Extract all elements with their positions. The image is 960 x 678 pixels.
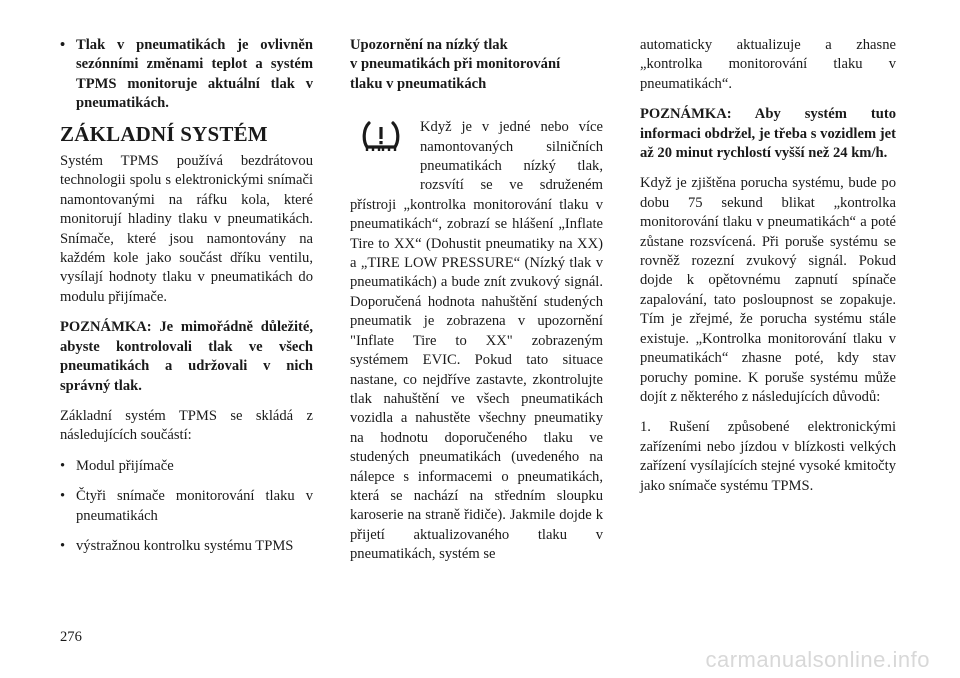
bullet-dot: • (60, 37, 66, 53)
bullet-text: Tlak v pneumatikách je ovlivněn sezónními změnami teplot a systém TPMS monitoruje aktuální tlak v pneumatikách. (76, 37, 313, 112)
paragraph-text: Když je v jedné nebo více namontovaných silničních pneumatikách nízký tlak, rozsvítí se ve sdruženém přístroji „kontrolka monitorování tlaku v pneumatikách“, zobrazí se hlášení „Inflate Tire to XX“ (Dohustit pneumatiky na XX) a „TIRE LOW PRESSURE“ (Nízký tlak v pneumatikách) a bude znít zvukový signál. Doporučená hodnota nahuštění studených pneumatik je zobrazena v upozornění "Inflate Tire to XX" zobrazeným systémem EVIC. Pokud tato situace nastane, co nejdříve zastavte, zkontrolujte tlak nahuštění ve všech pneumatikách vozidla a nahustěte všechny pneumatiky na hodnotu doporučeného tlaku ve studených pneumatikách (uvedeného na nálepce s informacemi o pneumatikách, která se nachází na středním sloupku karoserie na straně řidiče). Jakmile dojde k přijetí aktualizovaného tlaku v pneumatikách, systém se (350, 119, 603, 563)
bullet-dot: • (60, 488, 66, 505)
bullet-dot: • (60, 537, 66, 554)
column-right (640, 36, 896, 507)
list-item-text: výstražnou kontrolku systému TPMS (76, 537, 294, 554)
paragraph: Když je zjištěna porucha systému, bude po dobu 75 sekund blikat „kontrolka monitorování tlaku v pneumatikách“ a poté zůstane rozsvícená. Při poruše systému se rovněž rozezní zvukový signál. Pokud dojde k opětovnému zapnutí spínače zapalování, tato posloupnost se zopakuje. Tím je zřejmé, že porucha systému stále existuje. „Kontrolka monitorování tlaku v pneumatikách“ zhasne poté, kdy stav poruchy pomine. K poruše systému může dojít z některého z následujících důvodů: (640, 175, 896, 405)
bullet-dot: • (60, 457, 66, 474)
paragraph: automaticky aktualizuje a zhasne „kontrolka monitorování tlaku v pneumatikách“. (640, 37, 896, 92)
heading-line: v pneumatikách při monitorování (350, 56, 561, 73)
page-number: 276 (60, 629, 82, 645)
list-item-text: Modul přijímače (76, 457, 174, 474)
list-item (60, 537, 313, 556)
section-heading: ZÁKLADNÍ SYSTÉM (60, 121, 268, 146)
subsection-heading (350, 36, 603, 94)
paragraph (350, 118, 603, 564)
bullet-item (60, 36, 313, 114)
note-paragraph: POZNÁMKA: Aby systém tuto informaci obdržel, je třeba s vozidlem jet až 20 minut rychlostí vyšší než 24 km/h. (640, 106, 896, 162)
list-item-text: Čtyři snímače monitorování tlaku v pneumatikách (76, 488, 313, 524)
watermark: carmanualsonline.info (705, 647, 930, 672)
paragraph: 1. Rušení způsobené elektronickými zařízeními nebo jízdou v blízkosti velkých zařízení vysílajících stejné vysoké kmitočty jako snímače systému TPMS. (640, 419, 896, 494)
column-left (60, 36, 313, 567)
tire-pressure-warning-icon (350, 120, 412, 178)
paragraph: Základní systém TPMS se skládá z následujících součástí: (60, 407, 313, 444)
list-item (60, 487, 313, 526)
heading-line: tlaku v pneumatikách (350, 75, 487, 92)
column-middle (350, 36, 603, 576)
paragraph: Systém TPMS používá bezdrátovou technologii spolu s elektronickými snímači namontovanými na ráfku kola, které monitorují hladiny tlaku v pneumatikách. Snímače, které jsou namontovány na každém kole jako součást dříku ventilu, vysílají hodnoty tlaku v pneumatikách do modulu přijímače. (60, 153, 313, 305)
note-paragraph: POZNÁMKA: Je mimořádně důležité, abyste kontrolovali tlak ve všech pneumatikách a udržovali v nich správný tlak. (60, 319, 313, 394)
heading-line: Upozornění na nízký tlak (350, 37, 508, 53)
list-item (60, 457, 313, 476)
